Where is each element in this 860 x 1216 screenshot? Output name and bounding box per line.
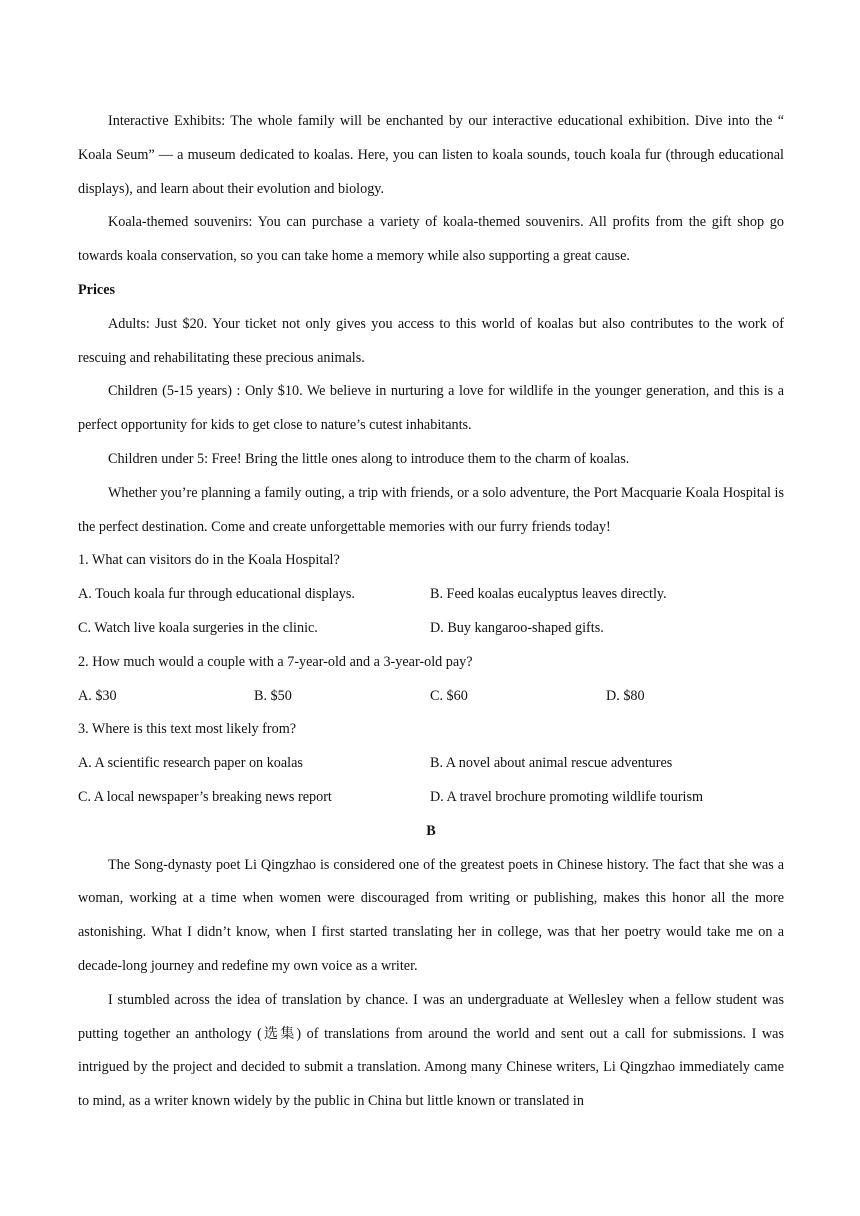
question-1-options xyxy=(78,578,784,646)
question-3-option-d: D. A travel brochure promoting wildlife tourism xyxy=(430,788,704,805)
question-2-stem: 2. How much would a couple with a 7-year-old and a 3-year-old pay? xyxy=(78,653,473,670)
price-children: Children (5-15 years) : Only $10. We believe in nurturing a love for wildlife in the younger generation, and this is a perfect opportunity for kids to get close to nature’s cutest inhabitants. xyxy=(78,383,784,434)
question-3-option-b: B. A novel about animal rescue adventures xyxy=(430,755,673,772)
closing-paragraph: Whether you’re planning a family outing, a trip with friends, or a solo adventure, the Port Macquarie Koala Hospital is the perfect destination. Come and create unforgettable memories with our furry friends today! xyxy=(78,484,784,535)
paragraph-interactive-exhibits: Interactive Exhibits: The whole family will be enchanted by our interactive educational exhibition. Dive into the “ Koala Seum” — a museum dedicated to koalas. Here, you can listen to koala sounds, touch koala fur (through educational displays), and learn about their evolution and biology. xyxy=(78,113,784,197)
price-adults: Adults: Just $20. Your ticket not only gives you access to this world of koalas but also contributes to the work of rescuing and rehabilitating these precious animals. xyxy=(78,315,784,366)
question-2-option-d: D. $80 xyxy=(606,687,645,704)
document-content xyxy=(78,105,784,1119)
question-3-options xyxy=(78,747,784,815)
paragraph-souvenirs: Koala-themed souvenirs: You can purchase a variety of koala-themed souvenirs. All profits from the gift shop go towards koala conservation, so you can take home a memory while also supporting a great cause. xyxy=(78,214,784,265)
question-3-stem: 3. Where is this text most likely from? xyxy=(78,721,297,738)
question-2-option-a: A. $30 xyxy=(78,687,117,704)
section-b-heading: B xyxy=(426,822,436,839)
price-under-5: Children under 5: Free! Bring the little ones along to introduce them to the charm of koalas. xyxy=(108,450,630,467)
question-3-option-a: A. A scientific research paper on koalas xyxy=(78,755,303,772)
section-b-paragraph-2: I stumbled across the idea of translation by chance. I was an undergraduate at Wellesley when a fellow student was putting together an anthology (选集) of translations from around the world and sent out a call for submissions. I was intrigued by the project and decided to submit a translation. Among many Chinese writers, Li Qingzhao immediately came to mind, as a writer known widely by the public in China but little known or translated in xyxy=(78,991,784,1110)
question-1-option-d: D. Buy kangaroo-shaped gifts. xyxy=(430,619,604,636)
question-2-options xyxy=(78,680,784,714)
prices-heading: Prices xyxy=(78,281,116,298)
question-1-option-b: B. Feed koalas eucalyptus leaves directly. xyxy=(430,586,667,603)
question-3-option-c: C. A local newspaper’s breaking news report xyxy=(78,788,332,805)
question-1-option-c: C. Watch live koala surgeries in the clinic. xyxy=(78,619,318,636)
question-1-option-a: A. Touch koala fur through educational displays. xyxy=(78,586,355,603)
question-2-option-b: B. $50 xyxy=(254,687,292,704)
question-1-stem: 1. What can visitors do in the Koala Hospital? xyxy=(78,552,340,569)
section-b-paragraph-1: The Song-dynasty poet Li Qingzhao is considered one of the greatest poets in Chinese history. The fact that she was a woman, working at a time when women were discouraged from writing or publishing, makes this honor all the more astonishing. What I didn’t know, when I first started translating her in college, was that her poetry would take me on a decade-long journey and redefine my own voice as a writer. xyxy=(78,856,784,974)
question-2-option-c: C. $60 xyxy=(430,687,468,704)
